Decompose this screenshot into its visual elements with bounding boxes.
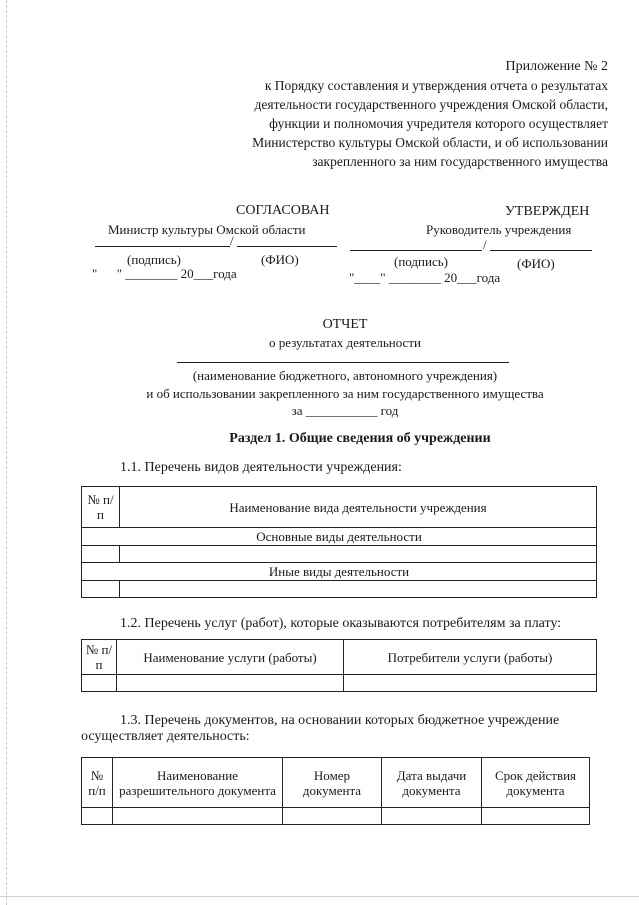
table-cell xyxy=(344,675,597,692)
table-cell xyxy=(82,581,120,598)
slash-right: / xyxy=(483,237,487,252)
col-consumers-header: Потребители услуги (работы) xyxy=(344,640,597,675)
approval-right-role: Руководитель учреждения xyxy=(426,222,572,237)
table-cell xyxy=(82,546,120,563)
appendix-line-5: закрепленного за ним государственного имущества xyxy=(312,154,608,169)
group-other-activities: Иные виды деятельности xyxy=(82,563,597,581)
col-doc-number-header: Номер документа xyxy=(283,758,382,808)
table-cell xyxy=(283,808,382,825)
name-line-right xyxy=(490,250,592,251)
table-cell xyxy=(117,675,344,692)
col-validity-header: Срок действия документа xyxy=(482,758,590,808)
name-caption-right: (ФИО) xyxy=(517,256,555,271)
table-group-row xyxy=(82,563,597,581)
sub1-caption: 1.1. Перечень видов деятельности учреждения: xyxy=(120,460,402,475)
appendix-line-3: функции и полномочия учредителя которого осуществляет xyxy=(269,116,608,131)
table-row xyxy=(82,581,597,598)
scan-left-edge xyxy=(6,0,7,905)
col-service-header: Наименование услуги (работы) xyxy=(117,640,344,675)
approval-left-heading: СОГЛАСОВАН xyxy=(236,203,330,218)
table-cell xyxy=(82,675,117,692)
table-row xyxy=(82,546,597,563)
col-issue-date-header: Дата выдачи документа xyxy=(382,758,482,808)
table-header-row xyxy=(82,758,590,808)
table-cell xyxy=(120,581,597,598)
signature-line-left xyxy=(95,246,230,247)
table-header-row xyxy=(82,487,597,528)
date-line-right: "____" ________ 20___года xyxy=(349,270,501,285)
sub2-caption: 1.2. Перечень услуг (работ), которые оказываются потребителям за плату: xyxy=(120,616,562,631)
col-doc-name-header: Наименование разрешительного документа xyxy=(113,758,283,808)
col-num-header: № п/п xyxy=(82,640,117,675)
table-group-row xyxy=(82,528,597,546)
sub3-caption-line1: 1.3. Перечень документов, на основании которых бюджетное учреждение xyxy=(120,713,560,728)
table-row xyxy=(82,675,597,692)
col-num-header: № п/п xyxy=(82,487,120,528)
institution-caption: (наименование бюджетного, автономного учреждения) xyxy=(192,368,498,383)
slash-left: / xyxy=(230,233,234,248)
appendix-line-4: Министерство культуры Омской области, и об использовании xyxy=(252,135,608,150)
table-cell xyxy=(482,808,590,825)
year-line: за ___________ год xyxy=(291,403,399,418)
name-caption-left: (ФИО) xyxy=(261,252,299,267)
report-subtitle: о результатах деятельности xyxy=(269,335,421,350)
table-cell xyxy=(120,546,597,563)
scan-bottom-edge xyxy=(0,896,639,897)
signature-caption-right: (подпись) xyxy=(394,254,448,269)
approval-right-heading: УТВЕРЖДЕН xyxy=(505,204,590,219)
col-num-header: № п/п xyxy=(82,758,113,808)
table-header-row xyxy=(82,640,597,675)
appendix-title: Приложение № 2 xyxy=(505,59,608,74)
name-line-left xyxy=(237,246,337,247)
services-table xyxy=(81,639,597,692)
table-cell xyxy=(82,808,113,825)
group-main-activities: Основные виды деятельности xyxy=(82,528,597,546)
property-line: и об использовании закрепленного за ним государственного имущества xyxy=(146,386,544,401)
sub3-caption-line2: осуществляет деятельность: xyxy=(81,729,250,744)
table-row xyxy=(82,808,590,825)
documents-table xyxy=(81,757,590,825)
appendix-line-2: деятельности государственного учреждения Омской области, xyxy=(254,97,608,112)
table-cell xyxy=(382,808,482,825)
institution-name-line xyxy=(177,362,509,363)
section1-heading: Раздел 1. Общие сведения об учреждении xyxy=(229,431,491,446)
signature-line-right xyxy=(350,250,482,251)
signature-caption-left: (подпись) xyxy=(127,252,181,267)
activities-table xyxy=(81,486,597,598)
table-cell xyxy=(113,808,283,825)
report-title: ОТЧЕТ xyxy=(322,317,368,332)
approval-left-role: Министр культуры Омской области xyxy=(108,222,306,237)
col-activity-name-header: Наименование вида деятельности учреждения xyxy=(120,487,597,528)
date-line-left: " " ________ 20___года xyxy=(92,266,237,281)
appendix-line-1: к Порядку составления и утверждения отчета о результатах xyxy=(264,78,608,93)
